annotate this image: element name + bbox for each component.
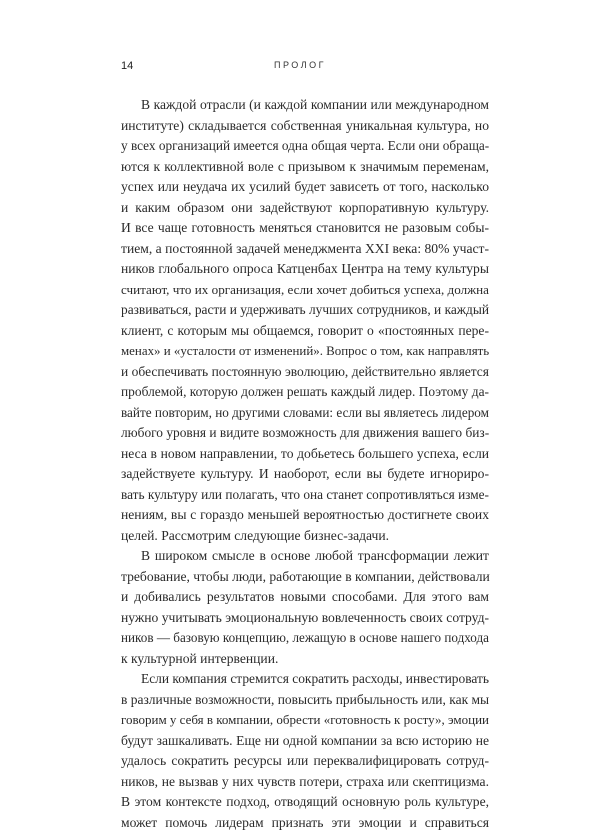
- text-line: целей. Рассмотрим следующие бизнес-задачи.: [121, 526, 489, 547]
- text-line: ются к коллективной воле с призывом к значимым переменам,: [121, 157, 489, 178]
- text-line: клиент, с которым мы общаемся, говорит о «постоянных пере-: [121, 321, 489, 342]
- text-line: В широком смысле в основе любой трансформации лежит: [121, 546, 489, 567]
- text-line: В каждой отрасли (и каждой компании или международном: [121, 95, 489, 116]
- text-line: у всех организаций имеется одна общая черта. Если они обраща-: [121, 136, 489, 157]
- text-line: ников, не вызвав у них чувств потери, страха или скептицизма.: [121, 772, 489, 793]
- text-line: успех или неудача их усилий будет зависеть от того, насколько: [121, 177, 489, 198]
- text-line: ников — базовую концепцию, лежащую в основе нашего подхода: [121, 628, 489, 649]
- text-line: менах» и «усталости от изменений». Вопрос о том, как направлять: [121, 341, 489, 362]
- text-line: развиваться, расти и удерживать лучших сотрудников, и каждый: [121, 300, 489, 321]
- text-line: требование, чтобы люди, работающие в компании, действовали: [121, 567, 489, 588]
- text-line: любого уровня и видите возможность для движения вашего биз-: [121, 423, 489, 444]
- text-line: удалось сократить ресурсы или переквалифицировать сотруд-: [121, 751, 489, 772]
- text-line: ников глобального опроса Катценбах Центра на тему культуры: [121, 259, 489, 280]
- text-line: нениям, вы с гораздо меньшей вероятностью достигнете своих: [121, 505, 489, 526]
- text-line: может помочь лидерам признать эти эмоции и справиться: [121, 813, 489, 833]
- text-line: институте) складывается собственная уникальная культура, но: [121, 116, 489, 137]
- text-line: нужно учитывать эмоциональную вовлеченность своих сотруд-: [121, 608, 489, 629]
- text-line: неса в новом направлении, то добьетесь большего успеха, если: [121, 444, 489, 465]
- text-line: считают, что их организация, если хочет добиться успеха, должна: [121, 280, 489, 301]
- text-line: и добивались результатов новыми способами. Для этого вам: [121, 587, 489, 608]
- text-line: В этом контексте подход, отводящий основную роль культуре,: [121, 792, 489, 813]
- text-line: будут зашкаливать. Еще ни одной компании за всю историю не: [121, 731, 489, 752]
- text-line: в различные возможности, повысить прибыльность или, как мы: [121, 690, 489, 711]
- running-header: ПРОЛОГ: [0, 60, 600, 70]
- text-line: к культурной интервенции.: [121, 649, 489, 670]
- body-text: [121, 95, 489, 833]
- text-line: говорим у себя в компании, обрести «готовность к росту», эмоции: [121, 710, 489, 731]
- text-line: и каким образом они задействуют корпоративную культуру.: [121, 198, 489, 219]
- text-line: проблемой, которую должен решать каждый лидер. Поэтому да-: [121, 382, 489, 403]
- text-line: вать культуру или полагать, что она станет сопротивляться изме-: [121, 485, 489, 506]
- text-line: Если компания стремится сократить расходы, инвестировать: [121, 669, 489, 690]
- page-number: 14: [121, 60, 133, 72]
- text-line: задействуете культуру. И наоборот, если вы будете игнориро-: [121, 464, 489, 485]
- text-line: и обеспечивать постоянную эволюцию, действительно является: [121, 362, 489, 383]
- text-line: вайте повторим, но другими словами: если вы являетесь лидером: [121, 403, 489, 424]
- text-line: И все чаще готовность меняться становится не разовым собы-: [121, 218, 489, 239]
- text-line: тием, а постоянной задачей менеджмента XXI века: 80% участ-: [121, 239, 489, 260]
